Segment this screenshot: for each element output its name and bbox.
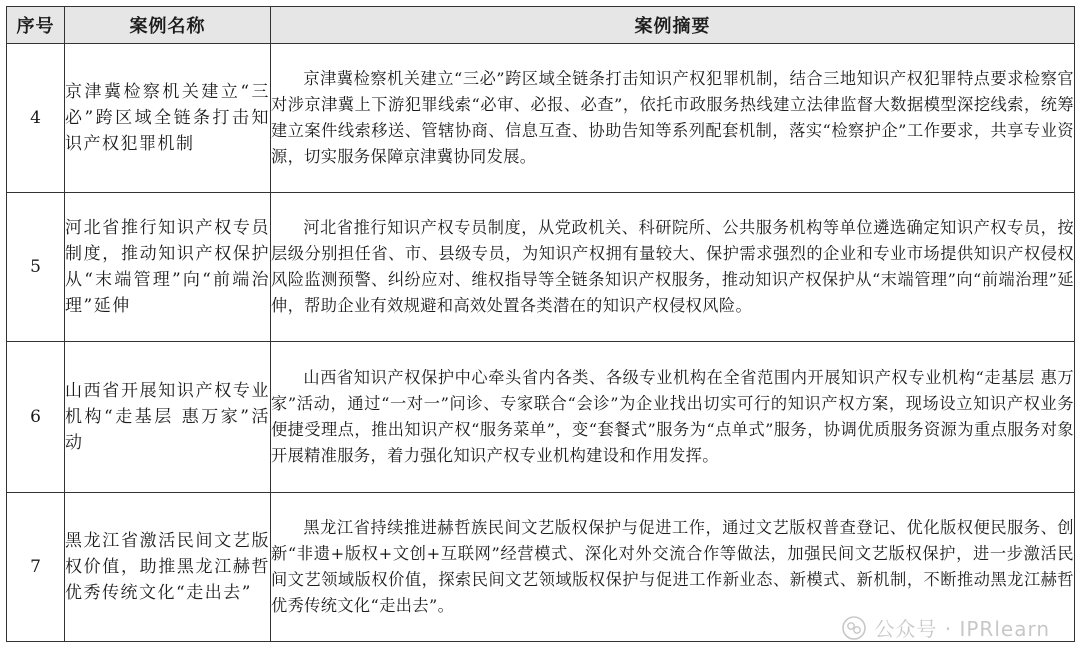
table-body <box>7 44 1075 642</box>
header-summary: 案例摘要 <box>271 7 1075 44</box>
case-name: 山西省开展知识产权专业机构“走基层 惠万家”活动 <box>65 342 271 493</box>
case-summary: 京津冀检察机关建立“三必”跨区域全链条打击知识产权犯罪机制，结合三地知识产权犯罪特点要求检察官对涉京津冀上下游犯罪线索“必审、必报、必查”，依托市政服务热线建立法律监督大数据模型深挖线索，统筹建立案件线索移送、管辖协商、信息互查、协助告知等系列配套机制，落实“检察护企”工作要求，共享专业资源，切实服务保障京津冀协同发展。 <box>271 44 1075 193</box>
case-table <box>6 6 1075 642</box>
case-name: 河北省推行知识产权专员制度，推动知识产权保护从“末端管理”向“前端治理”延伸 <box>65 193 271 342</box>
case-name: 黑龙江省激活民间文艺版权价值，助推黑龙江赫哲优秀传统文化“走出去” <box>65 493 271 642</box>
table-row <box>7 44 1075 193</box>
header-name: 案例名称 <box>65 7 271 44</box>
table-header <box>7 7 1075 44</box>
watermark-text: 公众号 · IPRlearn <box>874 617 1050 641</box>
table-row <box>7 493 1075 642</box>
table-row <box>7 193 1075 342</box>
header-row <box>7 7 1075 44</box>
case-number: 5 <box>7 193 65 342</box>
header-no: 序号 <box>7 7 65 44</box>
case-number: 6 <box>7 342 65 493</box>
case-name: 京津冀检察机关建立“三必”跨区域全链条打击知识产权犯罪机制 <box>65 44 271 193</box>
case-number: 4 <box>7 44 65 193</box>
case-summary: 山西省知识产权保护中心牵头省内各类、各级专业机构在全省范围内开展知识产权专业机构“走基层 惠万家”活动，通过“一对一”问诊、专家联合“会诊”为企业找出切实可行的知识产权方案，现场设立知识产权业务便捷受理点，推出知识产权“服务菜单”，变“套餐式”服务为“点单式”服务，协调优质服务资源为重点服务对象开展精准服务，着力强化知识产权专业机构建设和作用发挥。 <box>271 342 1075 493</box>
case-number: 7 <box>7 493 65 642</box>
table-row <box>7 342 1075 493</box>
case-summary: 黑龙江省持续推进赫哲族民间文艺版权保护与促进工作，通过文艺版权普查登记、优化版权便民服务、创新“非遗+版权+文创+互联网”经营模式、深化对外交流合作等做法，加强民间文艺版权保护，进一步激活民间文艺领域版权价值，探索民间文艺领域版权保护与促进工作新业态、新模式、新机制，不断推动黑龙江赫哲优秀传统文化“走出去”。 <box>271 493 1075 642</box>
case-summary: 河北省推行知识产权专员制度，从党政机关、科研院所、公共服务机构等单位遴选确定知识产权专员，按层级分别担任省、市、县级专员，为知识产权拥有量较大、保护需求强烈的企业和专业市场提供知识产权侵权风险监测预警、纠纷应对、维权指导等全链条知识产权服务，推动知识产权保护从“末端管理”向“前端治理”延伸，帮助企业有效规避和高效处置各类潜在的知识产权侵权风险。 <box>271 193 1075 342</box>
